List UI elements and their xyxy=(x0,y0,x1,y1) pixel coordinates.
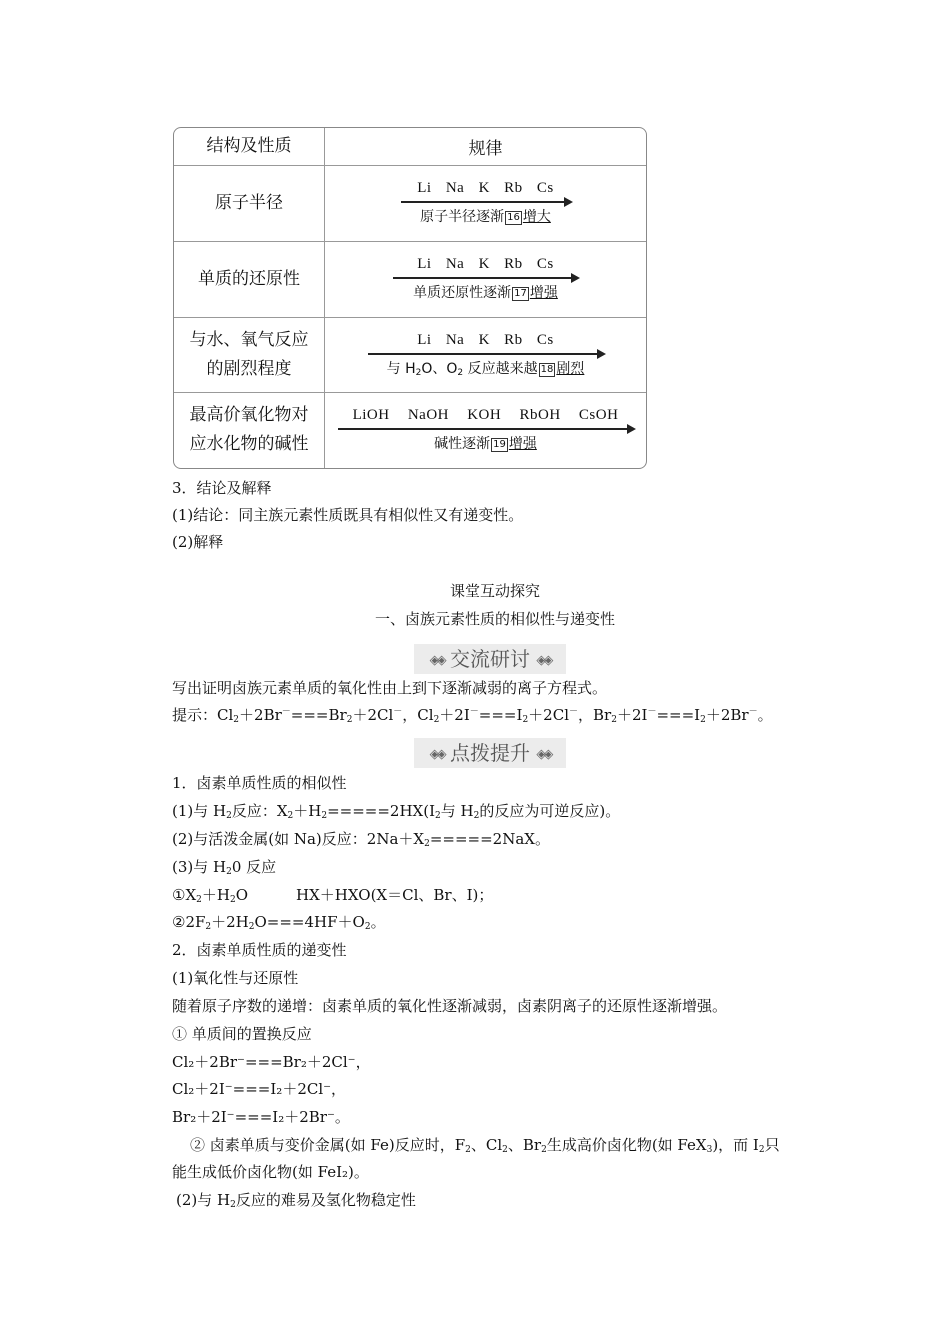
conclusion-heading: 3．结论及解释 xyxy=(172,479,272,497)
section-title: 课堂互动探究 xyxy=(449,582,540,600)
row-rule-reducibility xyxy=(325,241,647,317)
point-item: (2)与活泼金属(如 Na)反应：$2Na+X_2=====2NaX$。 xyxy=(172,830,550,849)
point-item: (2)与 $H_2$反应的难易及氢化物稳定性 xyxy=(176,1191,416,1210)
blank-number: 17 xyxy=(514,288,527,299)
rule-caption: 碱性逐渐 19 增强 xyxy=(434,436,537,453)
point-text: 能生成低价卤化物(如 FeI₂)。 xyxy=(172,1163,369,1181)
arrow-icon xyxy=(338,428,634,430)
conclusion-item: (1)结论：同主族元素性质既具有相似性又有递变性。 xyxy=(172,506,524,524)
row-label-hydroxide-basicity: 最高价氧化物对 应水化物的碱性 xyxy=(174,392,325,468)
row-rule-hydroxide-basicity xyxy=(325,392,647,468)
point-item: (3)与 $H_20$ 反应 xyxy=(172,858,277,877)
key-points-banner: ◈◈ 点拨提升 ◈◈ xyxy=(414,738,566,768)
reaction-equation: Br₂＋2I⁻===I₂＋2Br⁻。 xyxy=(172,1108,350,1126)
element-sequence: LiOH NaOH KOH RbOH CsOH xyxy=(352,407,619,424)
arrow-icon xyxy=(393,277,578,279)
blank-answer: 增大 xyxy=(522,209,551,225)
equation: $②2F_2+2H_2O===4HF+O_2$。 xyxy=(172,913,386,932)
section-subtitle: 一、卤族元素性质的相似性与递变性 xyxy=(374,610,615,628)
blank-answer: 增强 xyxy=(529,285,558,301)
point-item: (1)氧化性与还原性 xyxy=(172,969,299,987)
row-label-reaction-intensity: 与水、氧气反应 的剧烈程度 xyxy=(174,317,325,392)
rule-caption: 单质还原性逐渐 17 增强 xyxy=(413,285,558,301)
rule-caption: 与 $H_2O$、$O_2$ 反应越来越 18 剧烈 xyxy=(386,360,585,378)
rule-caption: 原子半径逐渐 16 增大 xyxy=(420,209,551,225)
arrow-icon xyxy=(368,353,604,355)
blank-answer: 增强 xyxy=(508,436,537,453)
arrow-icon xyxy=(401,201,571,203)
point-item: (1)与 $H_2$反应：$X_2+H_2=====2HX(I_2$与 $H_2$的反应为可逆反应)。 xyxy=(172,802,621,821)
row-rule-atomic-radius xyxy=(325,165,647,241)
diamond-left-icon: ◈◈ xyxy=(429,747,444,762)
element-sequence: Li Na K Rb Cs xyxy=(417,180,554,196)
header-rule: 规律 xyxy=(325,128,647,165)
question-text: 写出证明卤族元素单质的氧化性由上到下逐渐减弱的离子方程式。 xyxy=(172,679,608,697)
equation: $①X_2+H_2O$ HX＋HXO(X＝Cl、Br、I)； xyxy=(172,886,494,905)
blank-number: 18 xyxy=(540,363,554,375)
diamond-right-icon: ◈◈ xyxy=(536,653,551,668)
reaction-equation: Cl₂＋2Br⁻===Br₂＋2Cl⁻， xyxy=(172,1053,371,1071)
element-sequence: Li Na K Rb Cs xyxy=(417,256,554,272)
diamond-right-icon: ◈◈ xyxy=(536,747,551,762)
point-text: 随着原子序数的递增：卤素单质的氧化性逐渐减弱，卤素阴离子的还原性逐渐增强。 xyxy=(172,997,728,1015)
blank-number: 16 xyxy=(507,212,520,223)
row-label-atomic-radius: 原子半径 xyxy=(174,165,325,241)
row-label-reducibility: 单质的还原性 xyxy=(174,241,325,317)
point-heading: 2．卤素单质性质的递变性 xyxy=(172,941,347,959)
point-text: ② 卤素单质与变价金属(如 Fe)反应时，$F_2$、$Cl_2$、$Br_2$生成高价卤化物(如 FeX$_3$)，而 $I_2$只 xyxy=(190,1136,780,1155)
element-sequence: Li Na K Rb Cs xyxy=(417,331,554,348)
discussion-banner: ◈◈ 交流研讨 ◈◈ xyxy=(414,644,566,674)
blank-answer: 剧烈 xyxy=(556,360,585,377)
point-heading: 1．卤素单质性质的相似性 xyxy=(172,774,347,792)
alkali-metal-property-table xyxy=(173,127,647,469)
diamond-left-icon: ◈◈ xyxy=(429,653,444,668)
reaction-equation: Cl₂＋2I⁻===I₂＋2Cl⁻， xyxy=(172,1080,347,1098)
explanation-item: (2)解释 xyxy=(172,533,224,551)
header-structure-property: 结构及性质 xyxy=(174,128,325,165)
point-item: ① 单质间的置换反应 xyxy=(172,1025,312,1043)
hint-text: 提示：$Cl_2+2Br^-===Br_2+2Cl^-$，$Cl_2+2I^-===I_2+2Cl^-$，$Br_2+2I^-===I_2+2Br^-$。 xyxy=(172,706,773,725)
blank-number: 19 xyxy=(493,439,506,451)
row-rule-reaction-intensity xyxy=(325,317,647,392)
